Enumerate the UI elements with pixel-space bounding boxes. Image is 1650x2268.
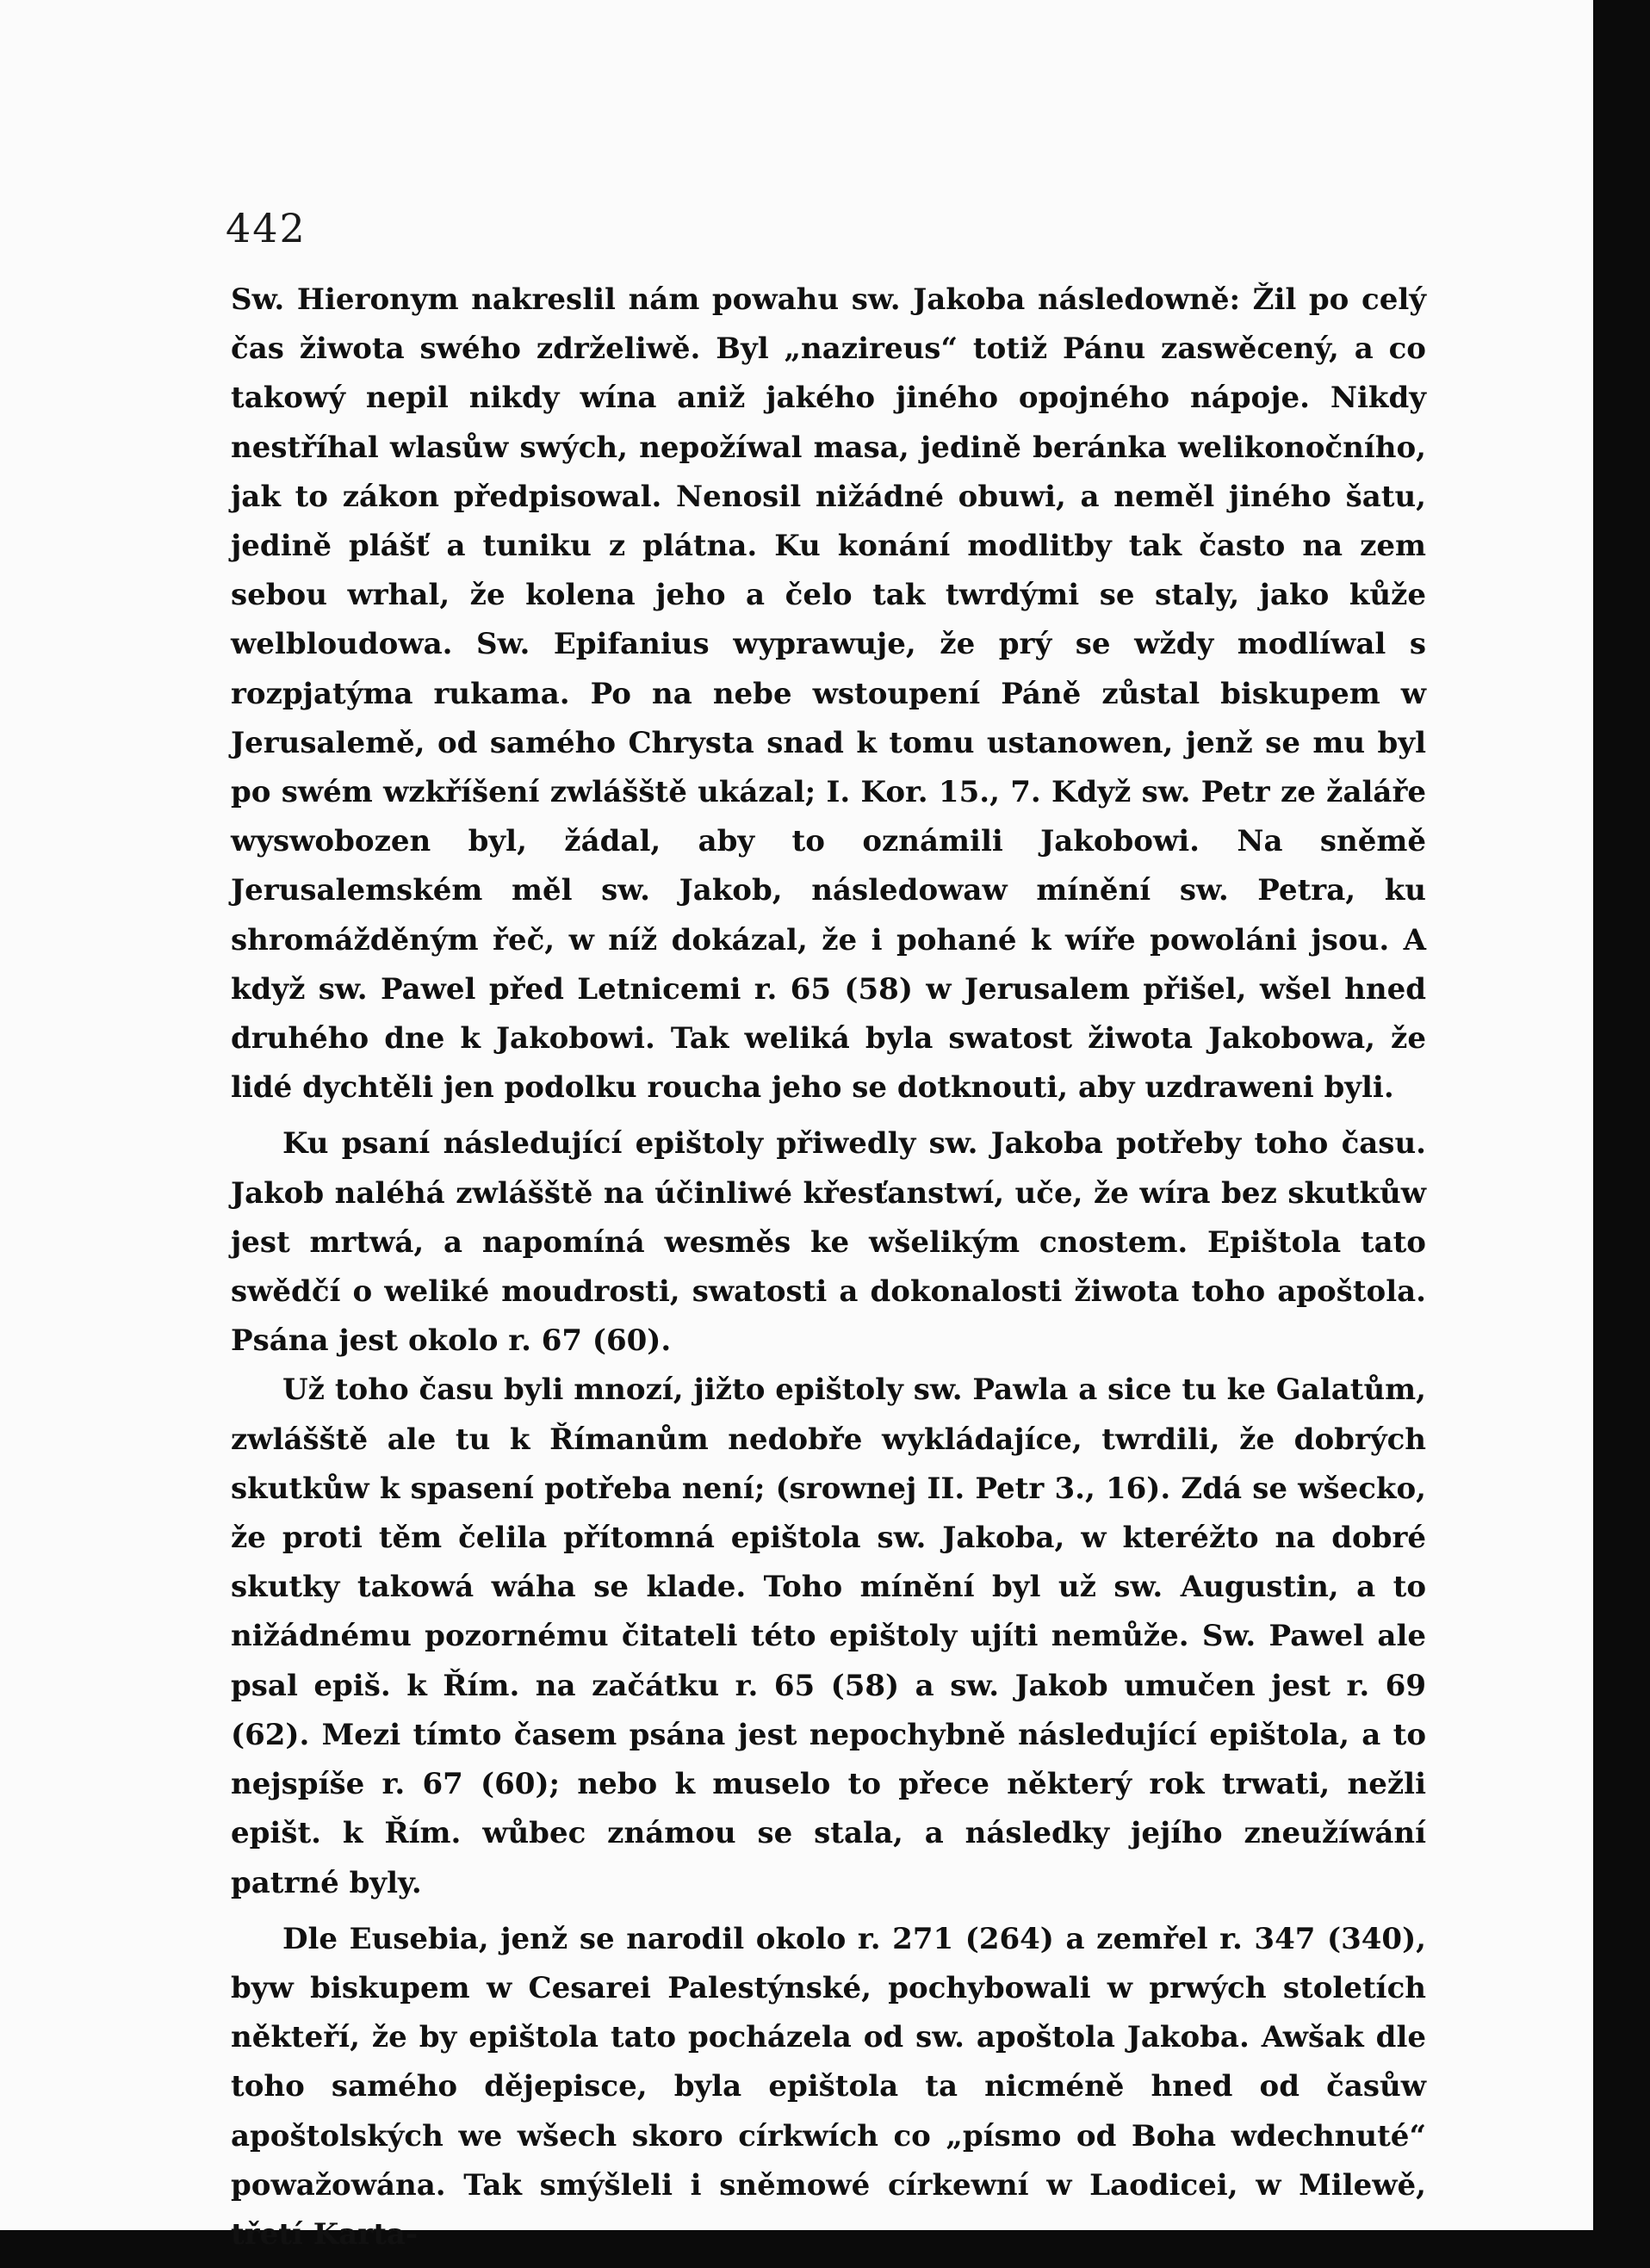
paragraph-eusebius: Dle Eusebia, jenž se narodil okolo r. 271 (264) a zemřel r. 347 (340), byw biskupem w Cesarei Palestýnské, pochybowali w prwých stoletích někteří, že by epištola tato pocházela od sw. apoštola Jakoba. Awšak dle toho samého dějepisce, byla epištola ta nicméně hned od časůw apoštolských we wšech skoro církwích co „písmo od Boha wdechnuté“ powažowána. Tak smýšleli i sněmowé církewní w Laodicei, w Milewě, třetí Karta-	[231, 1921, 1426, 2252]
paragraph-hieronym: Sw. Hieronym nakreslil nám powahu sw. Jakoba následowně: Žil po celý čas žiwota swého zdrželiwě. Byl „nazireus“ totiž Pánu zaswěcený, a co takowý nepil nikdy wína aniž jakého jiného opojného nápoje. Nikdy nestříhal wlasůw swých, nepožíwal masa, jedině beránka welikonočního, jak to zákon předpisowal. Nenosil nižádné obuwi, a neměl jiného šatu, jedině plášť a tuniku z plátna. Ku konání modlitby tak často na zem sebou wrhal, že kolena jeho a čelo tak twrdými se staly, jako kůže welbloudowa. Sw. Epifanius wyprawuje, že prý se wždy modlíwal s rozpjatýma rukama. Po na nebe wstoupení Páně zůstal biskupem w Jerusalemě, od samého Chrysta snad k tomu ustanowen, jenž se mu byl po swém wzkříšení zwlášště ukázal; I. Kor. 15., 7. Když sw. Petr ze žaláře wyswobozen byl, žádal, aby to oznámili Jakobowi. Na sněmě Jerusalemském měl sw. Jakob, následowaw mínění sw. Petra, ku shromážděným řeč, w níž dokázal, že i pohané k wíře powoláni jsou. A když sw. Pawel před Letnicemi r. 65 (58) w Jerusalem přišel, wšel hned druhého dne k Jakobowi. Tak weliká byla swatost žiwota Jakobowa, že lidé dychtěli jen podolku roucha jeho se dotknouti, aby uzdraweni byli.	[231, 282, 1426, 1106]
body-text	[231, 276, 1426, 2259]
scan-edge-right	[1593, 0, 1650, 2268]
paragraph-pauline-misreading: Už toho času byli mnozí, jižto epištoly sw. Pawla a sice tu ke Galatům, zwlášště ale tu k Římanům nedobře wykládajíce, twrdili, že dobrých skutkůw k spasení potřeba není; (srownej II. Petr 3., 16). Zdá se wšecko, že proti těm čelila přítomná epištola sw. Jakoba, w kteréžto na dobré skutky takowá wáha se klade. Toho mínění byl už sw. Augustin, a to nižádnému pozornému čitateli této epištoly ujíti nemůže. Sw. Pawel ale psal epiš. k Řím. na začátku r. 65 (58) a sw. Jakob umučen jest r. 69 (62). Mezi tímto časem psána jest nepochybně následující epištola, a to nejspíše r. 67 (60); nebo k muselo to přece některý rok trwati, nežli epišt. k Řím. wůbec známou se stala, a následky jejího zneužíwání patrné byly.	[231, 1373, 1426, 1900]
page-number: 442	[226, 205, 307, 251]
paragraph-epistle-occasion: Ku psaní následující epištoly přiwedly sw. Jakoba potřeby toho času. Jakob naléhá zwlášště na účinliwé křesťanstwí, uče, že wíra bez skutkůw jest mrtwá, a napomíná wesměs ke wšelikým cnostem. Epištola tato swědčí o weliké moudrosti, swatosti a dokonalosti žiwota toho apoštola. Psána jest okolo r. 67 (60).	[231, 1126, 1426, 1359]
